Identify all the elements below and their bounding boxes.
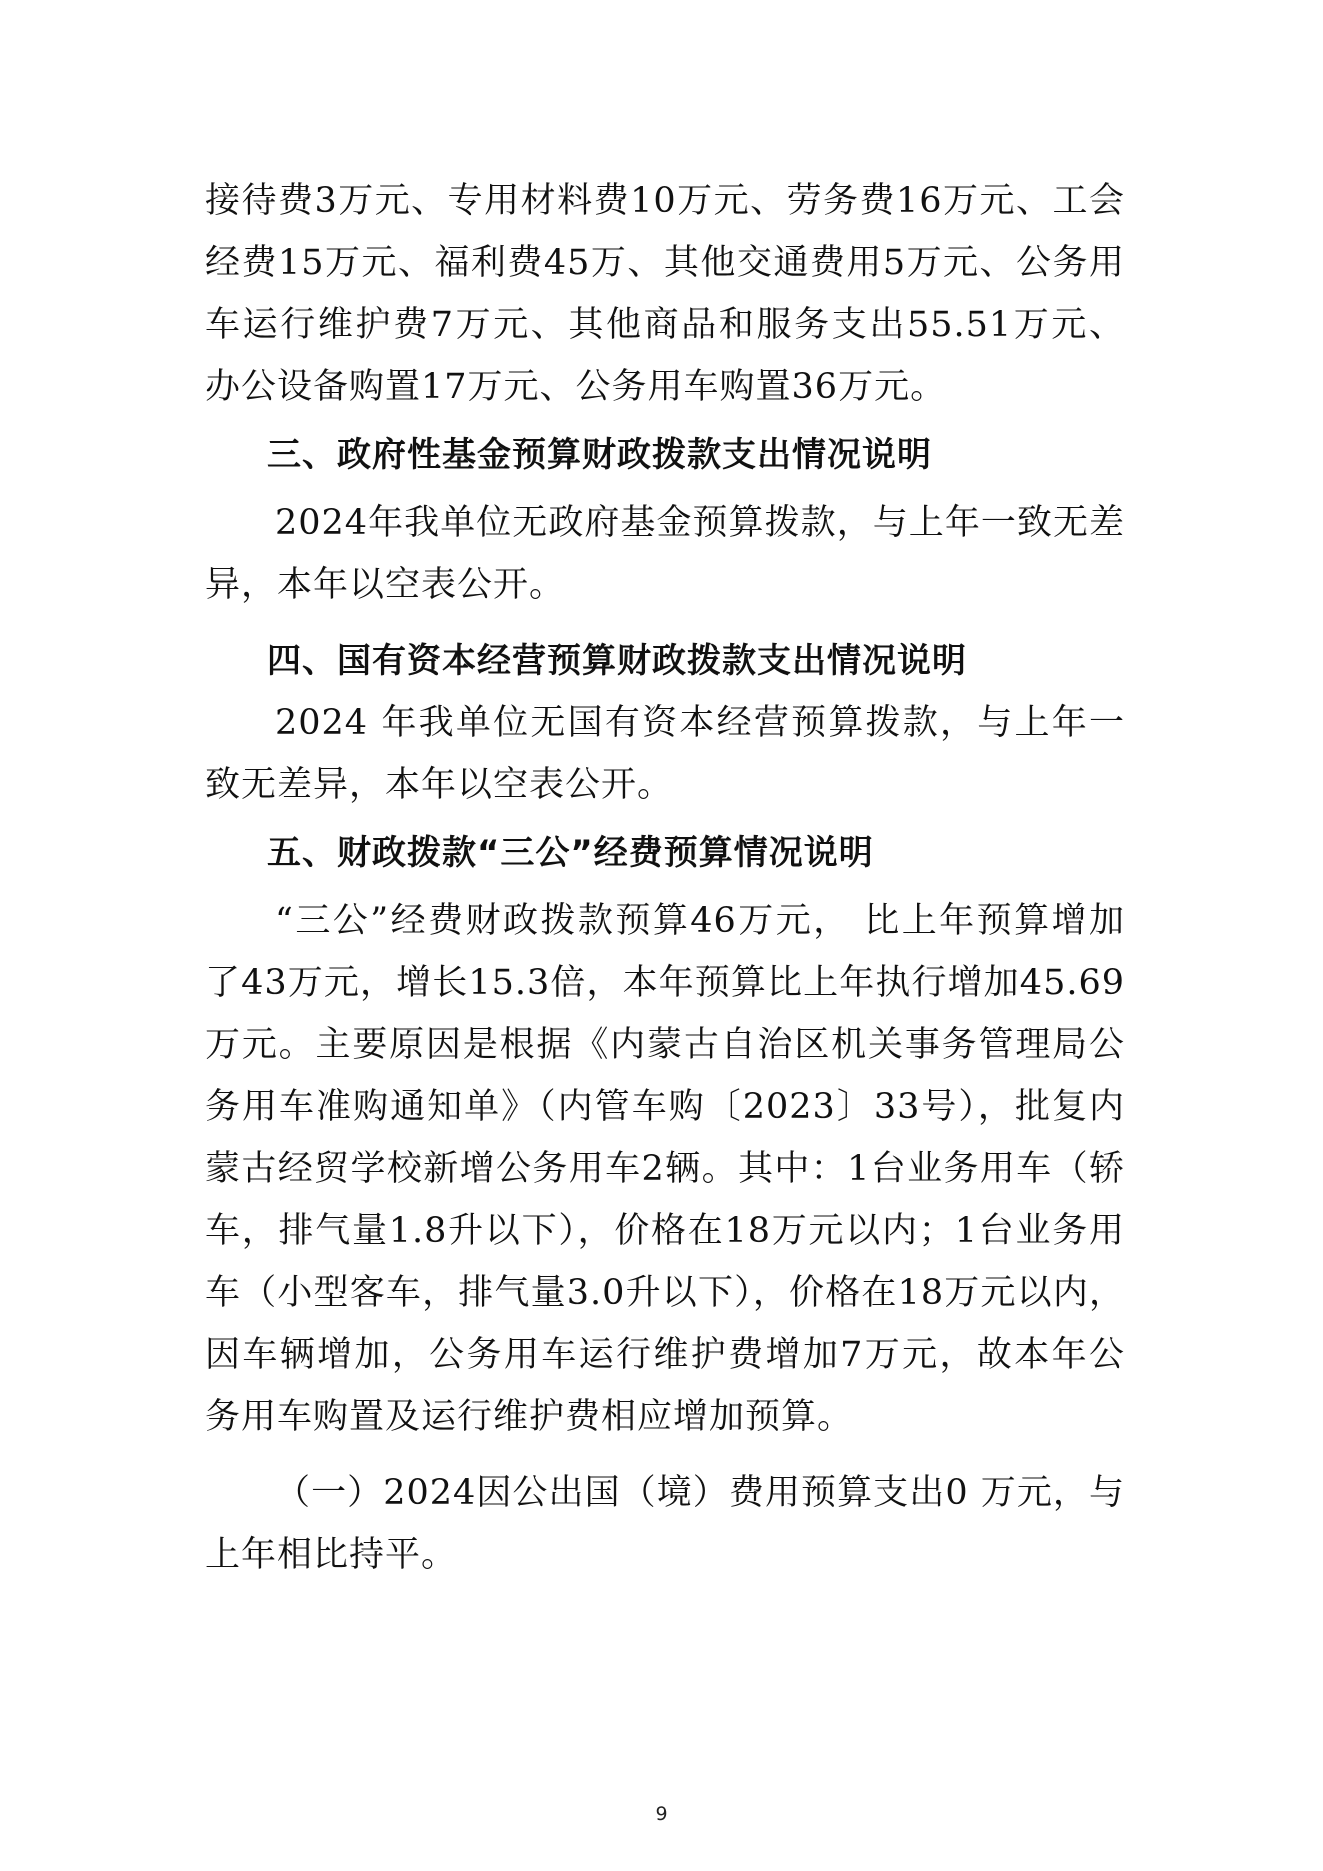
paragraph-expense-items: 接待费3万元、专用材料费10万元、劳务费16万元、工会经费15万元、福利费45万、其他交通费用5万元、公务用车运行维护费7万元、其他商品和服务支出55.51万元、办公设备购置17万元、公务用车购置36万元。 <box>205 181 1125 407</box>
page-number: 9 <box>655 1803 668 1825</box>
paragraph-government-fund: 2024年我单位无政府基金预算拨款，与上年一致无差异，本年以空表公开。 <box>205 503 1125 605</box>
document-body <box>205 170 1125 1586</box>
paragraph-state-capital: 2024 年我单位无国有资本经营预算拨款，与上年一致无差异，本年以空表公开。 <box>205 703 1125 805</box>
heading-state-capital: 四、国有资本经营预算财政拨款支出情况说明 <box>267 641 967 681</box>
paragraph-three-public: “三公”经费财政拨款预算46万元， 比上年预算增加了43万元，增长15.3倍，本年预算比上年执行增加45.69万元。主要原因是根据《内蒙古自治区机关事务管理局公务用车准购通知单》（内管车购〔2023〕33号），批复内蒙古经贸学校新增公务用车2辆。其中：1台业务用车（轿车，排气量1.8升以下），价格在18万元以内；1台业务用车（小型客车，排气量3.0升以下），价格在18万元以内，因车辆增加，公务用车运行维护费增加7万元，故本年公务用车购置及运行维护费相应增加预算。 <box>205 901 1125 1437</box>
heading-government-fund: 三、政府性基金预算财政拨款支出情况说明 <box>267 435 932 475</box>
heading-three-public: 五、财政拨款“三公”经费预算情况说明 <box>267 833 874 873</box>
paragraph-overseas-travel: （一）2024因公出国（境）费用预算支出0 万元，与上年相比持平。 <box>205 1473 1125 1575</box>
